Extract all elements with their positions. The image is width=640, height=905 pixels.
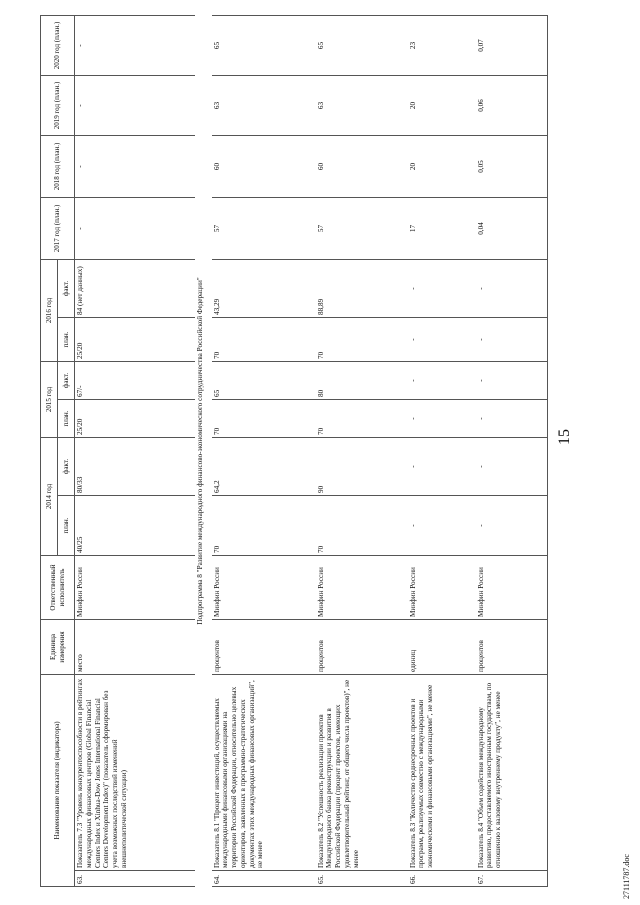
value-cell: 84 (нет данных) (75, 260, 195, 318)
unit-cell: процентов (316, 620, 408, 675)
value-cell: 23 (408, 16, 476, 76)
page-number: 15 (556, 429, 573, 445)
subprogram-title: Подпрограмма 8 "Развитие международного финансово-экономического сотрудничества Российской Федерации" (195, 277, 204, 625)
responsible-cell: Минфин России (408, 556, 476, 620)
value-cell: 70 (212, 400, 316, 438)
header-2015: 2015 год (41, 362, 58, 438)
value-cell: 67/- (75, 362, 195, 400)
row-number: 64. (212, 871, 316, 887)
value-cell: - (408, 400, 476, 438)
value-cell: 63 (212, 76, 316, 136)
value-cell: 0,06 (476, 76, 548, 136)
header-2019: 2019 год (план.) (41, 76, 75, 136)
value-cell: 80 (316, 362, 408, 400)
value-cell: - (476, 400, 548, 438)
value-cell: 64,2 (212, 438, 316, 496)
value-cell: - (476, 438, 548, 496)
table-row (476, 16, 548, 887)
value-cell: 70 (316, 400, 408, 438)
value-cell: - (408, 438, 476, 496)
value-cell: - (408, 496, 476, 556)
unit-cell: процентов (476, 620, 548, 675)
value-cell: 70 (316, 496, 408, 556)
value-cell: 43,29 (212, 260, 316, 318)
value-cell: 65 (212, 362, 316, 400)
value-cell: 0,04 (476, 198, 548, 260)
value-cell: - (408, 318, 476, 362)
header-fact-2015: факт. (58, 362, 75, 400)
value-cell: 90 (316, 438, 408, 496)
value-cell: - (75, 136, 195, 198)
value-cell: 0,05 (476, 136, 548, 198)
value-cell: 80/33 (75, 438, 195, 496)
value-cell: 40/25 (75, 496, 195, 556)
document-filename: 27111787.doc (622, 854, 631, 899)
value-cell: 65 (316, 16, 408, 76)
value-cell: 60 (316, 136, 408, 198)
value-cell: - (476, 362, 548, 400)
unit-cell: место (75, 620, 195, 675)
value-cell: 70 (212, 318, 316, 362)
value-cell: 70 (316, 318, 408, 362)
value-cell: 25/20 (75, 400, 195, 438)
indicator-name: Показатель 8.2 "Успешность реализации проектов Международного банка реконструкции и развития в Российской Федерации (процент проектов, имеющих удовлетворительный рейтинг, от общего числа проектов)", не менее (316, 675, 408, 871)
value-cell: - (75, 76, 195, 136)
value-cell: - (476, 318, 548, 362)
table-row (408, 16, 476, 887)
header-plan-2016: план. (58, 318, 75, 362)
header-fact-2016: факт. (58, 260, 75, 318)
indicator-name: Показатель 8.1 "Процент инвестиций, осуществляемых международными финансовыми организациями на территории Российской Федерации, относительно целевых ориентиров, заявленных в программно-стратегических документах этих международных финансовых организаций", не менее (212, 675, 316, 871)
row-number: 67. (476, 871, 548, 887)
header-responsible: Ответственный исполнитель (41, 556, 75, 620)
table-row (316, 16, 408, 887)
header-2020: 2020 год (план.) (41, 16, 75, 76)
subprogram-row (195, 16, 212, 887)
header-plan-2014: план. (58, 496, 75, 556)
row-number: 65. (316, 871, 408, 887)
value-cell: 70 (212, 496, 316, 556)
value-cell: 57 (316, 198, 408, 260)
value-cell: 17 (408, 198, 476, 260)
header-2018: 2018 год (план.) (41, 136, 75, 198)
value-cell: - (476, 260, 548, 318)
unit-cell: процентов (212, 620, 316, 675)
value-cell: 0,07 (476, 16, 548, 76)
header-unit: Единица измерения (41, 620, 75, 675)
value-cell: 63 (316, 76, 408, 136)
value-cell: 25/20 (75, 318, 195, 362)
value-cell: 57 (212, 198, 316, 260)
indicator-name: Показатель 8.3 "Количество среднесрочных проектов и программ, реализуемых совместно с международными экономическими и финансовыми организациями", не менее (408, 675, 476, 871)
value-cell: 65 (212, 16, 316, 76)
header-plan-2015: план. (58, 400, 75, 438)
table-row (75, 16, 195, 887)
unit-cell: единиц (408, 620, 476, 675)
value-cell: 20 (408, 76, 476, 136)
indicator-name: Показатель 8.4 "Объем содействия международному развитию, предоставляемого иностранным государствам, по отношению к валовому внутреннему продукту", не менее (476, 675, 548, 871)
indicator-name: Показатель 7.3 "Уровень конкурентоспособности в рейтингах международных финансовых центров (Global Financial Centers Index и Xinhua-Dow Jones International Financial Centers Development Index)" (показатель сформирован без учета возможных последствий изменений внешнеполитической ситуации) (75, 675, 195, 871)
value-cell: - (75, 198, 195, 260)
row-number: 63. (75, 871, 195, 887)
table-row (212, 16, 316, 887)
value-cell: - (75, 16, 195, 76)
value-cell: 20 (408, 136, 476, 198)
header-2017: 2017 год (план.) (41, 198, 75, 260)
header-name: Наименование показателя (индикатора) (41, 675, 75, 887)
value-cell: - (476, 496, 548, 556)
value-cell: - (408, 260, 476, 318)
responsible-cell: Минфин России (212, 556, 316, 620)
header-2016: 2016 год (41, 260, 58, 362)
row-number: 66. (408, 871, 476, 887)
value-cell: - (408, 362, 476, 400)
value-cell: 88,89 (316, 260, 408, 318)
responsible-cell: Минфин России (75, 556, 195, 620)
responsible-cell: Минфин России (476, 556, 548, 620)
value-cell: 60 (212, 136, 316, 198)
indicator-table (40, 15, 548, 887)
header-row-1 (41, 16, 58, 887)
header-2014: 2014 год (41, 438, 58, 556)
responsible-cell: Минфин России (316, 556, 408, 620)
header-fact-2014: факт. (58, 438, 75, 496)
